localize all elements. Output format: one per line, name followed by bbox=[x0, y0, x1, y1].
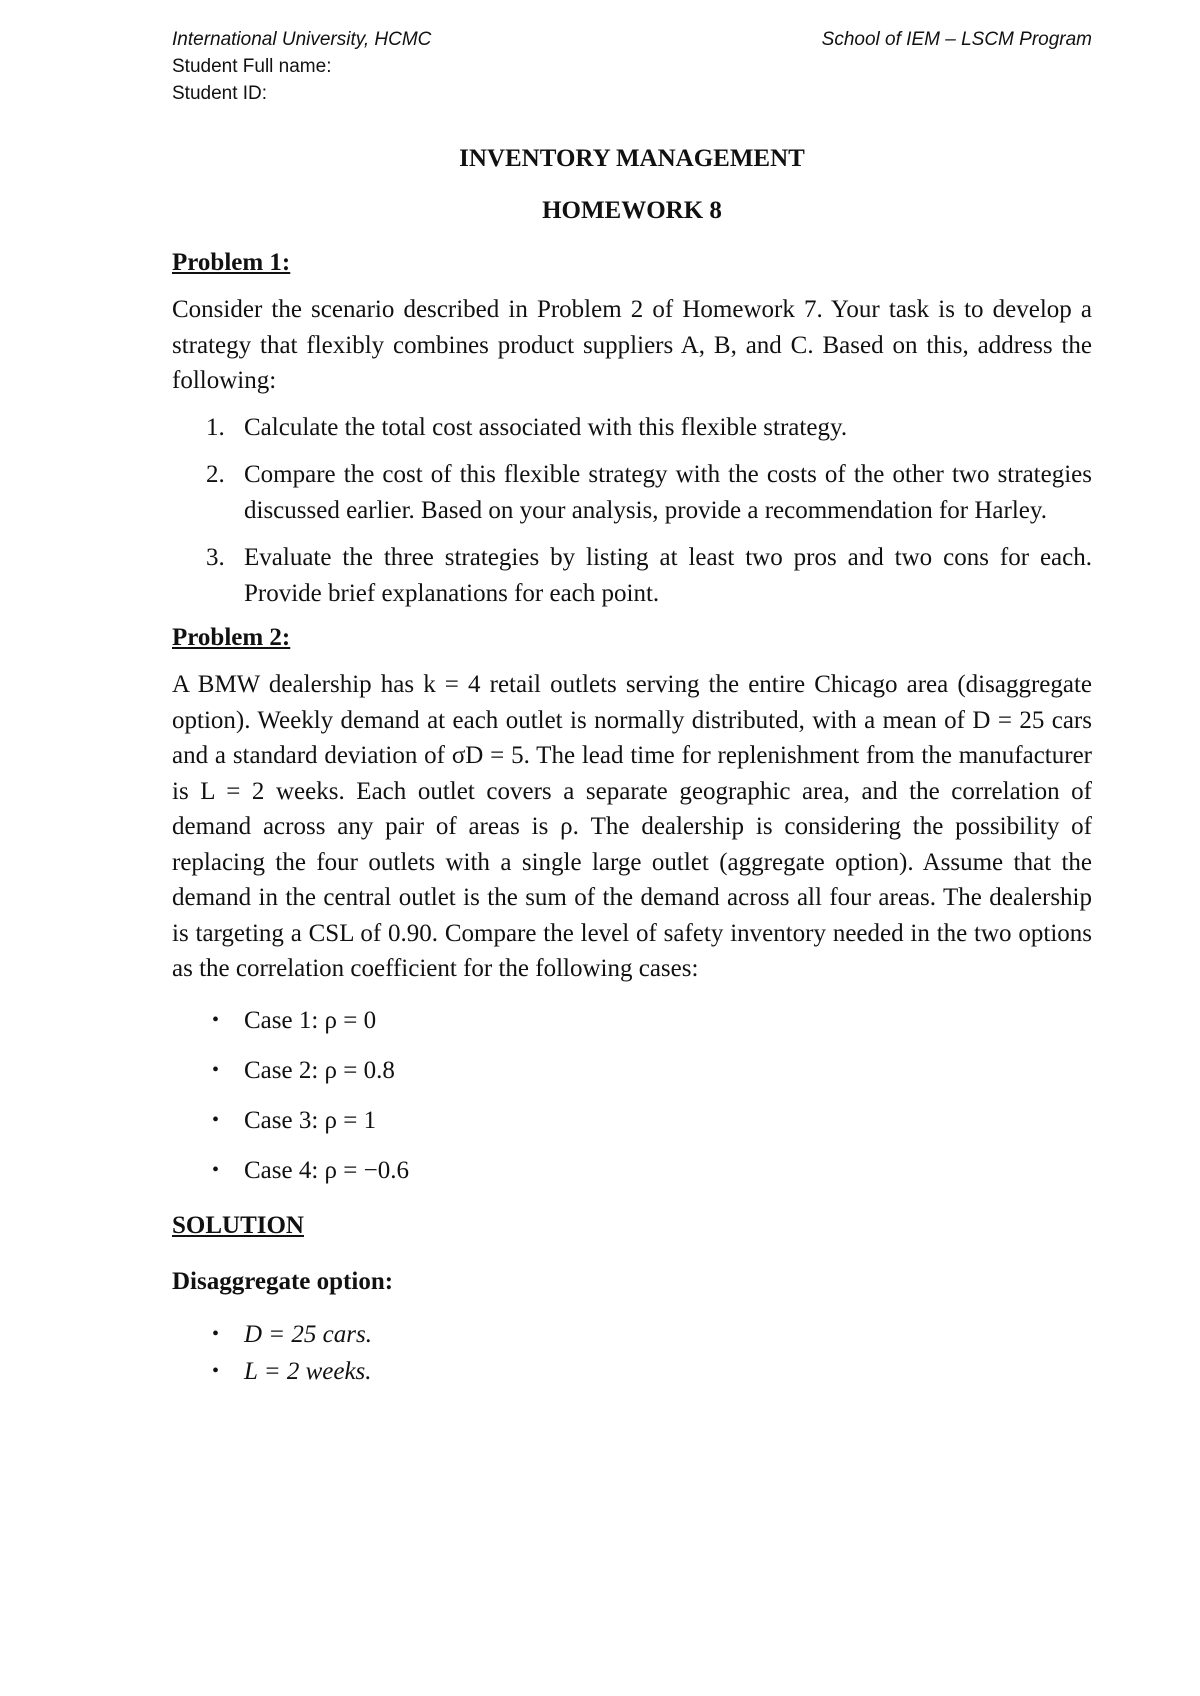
problem1-task-list bbox=[172, 410, 1092, 612]
header-university: International University, HCMC bbox=[172, 29, 432, 50]
problem2-paragraph: A BMW dealership has k = 4 retail outlets serving the entire Chicago area (disaggregate option). Weekly demand at each outlet is normally distributed, with a mean of D = 25 cars and a standard deviation of σD = 5. The lead time for replenishment from the manufacturer is L = 2 weeks. Each outlet covers a separate geographic area, and the correlation of demand across any pair of areas is ρ. The dealership is considering the possibility of replacing the four outlets with a single large outlet (aggregate option). Assume that the demand in the central outlet is the sum of the demand across all four areas. The dealership is targeting a CSL of 0.90. Compare the level of safety inventory needed in the two options as the correlation coefficient for the following cases: bbox=[172, 671, 1092, 982]
problem1-heading: Problem 1: bbox=[172, 249, 291, 276]
header-program: School of IEM – LSCM Program bbox=[821, 29, 1092, 50]
bullet-icon: • bbox=[212, 1322, 220, 1345]
task-item bbox=[172, 410, 1092, 446]
solution-list bbox=[172, 1317, 1092, 1389]
problem1-intro: Consider the scenario described in Problem 2 of Homework 7. Your task is to develop a strategy that flexibly combines product suppliers A, B, and C. Based on this, address the following: bbox=[172, 296, 1092, 394]
bullet-icon: • bbox=[212, 1108, 220, 1131]
problem2-heading: Problem 2: bbox=[172, 624, 291, 651]
student-name-label: Student Full name: bbox=[172, 56, 332, 77]
list-item bbox=[172, 1053, 1092, 1088]
list-item bbox=[172, 1153, 1092, 1188]
student-id-label: Student ID: bbox=[172, 83, 268, 104]
task-text: Compare the cost of this flexible strategy with the costs of the other two strategies discussed earlier. Based on your analysis, provide a recommendation for Harley. bbox=[244, 461, 1092, 524]
task-number: 1. bbox=[206, 413, 225, 441]
solution-subheading: Disaggregate option: bbox=[172, 1267, 394, 1295]
bullet-icon: • bbox=[212, 1158, 220, 1181]
bullet-icon: • bbox=[212, 1008, 220, 1031]
bullet-icon: • bbox=[212, 1359, 220, 1382]
homework-title: HOMEWORK 8 bbox=[542, 197, 722, 224]
case-text: Case 1: ρ = 0 bbox=[244, 1006, 377, 1034]
task-number: 2. bbox=[206, 461, 225, 488]
case-text: Case 2: ρ = 0.8 bbox=[244, 1056, 395, 1084]
task-number: 3. bbox=[206, 544, 225, 571]
task-text: Calculate the total cost associated with this flexible strategy. bbox=[244, 413, 848, 441]
list-item bbox=[172, 1103, 1092, 1138]
document-page bbox=[172, 26, 1092, 1389]
course-title: INVENTORY MANAGEMENT bbox=[459, 145, 805, 172]
solution-heading: SOLUTION bbox=[172, 1211, 304, 1239]
list-item bbox=[172, 1317, 1092, 1352]
case-text: Case 4: ρ = −0.6 bbox=[244, 1156, 409, 1184]
page-header bbox=[172, 26, 1092, 53]
case-list bbox=[172, 1003, 1092, 1188]
task-item bbox=[172, 457, 1092, 528]
task-text: Evaluate the three strategies by listing at least two pros and two cons for each. Provide brief explanations for each point. bbox=[244, 544, 1092, 607]
list-item bbox=[172, 1354, 1092, 1389]
bullet-icon: • bbox=[212, 1058, 220, 1081]
case-text: Case 3: ρ = 1 bbox=[244, 1106, 377, 1134]
solution-item-text: L = 2 weeks. bbox=[244, 1357, 372, 1385]
task-item bbox=[172, 540, 1092, 611]
solution-item-text: D = 25 cars. bbox=[244, 1320, 372, 1348]
list-item bbox=[172, 1003, 1092, 1038]
